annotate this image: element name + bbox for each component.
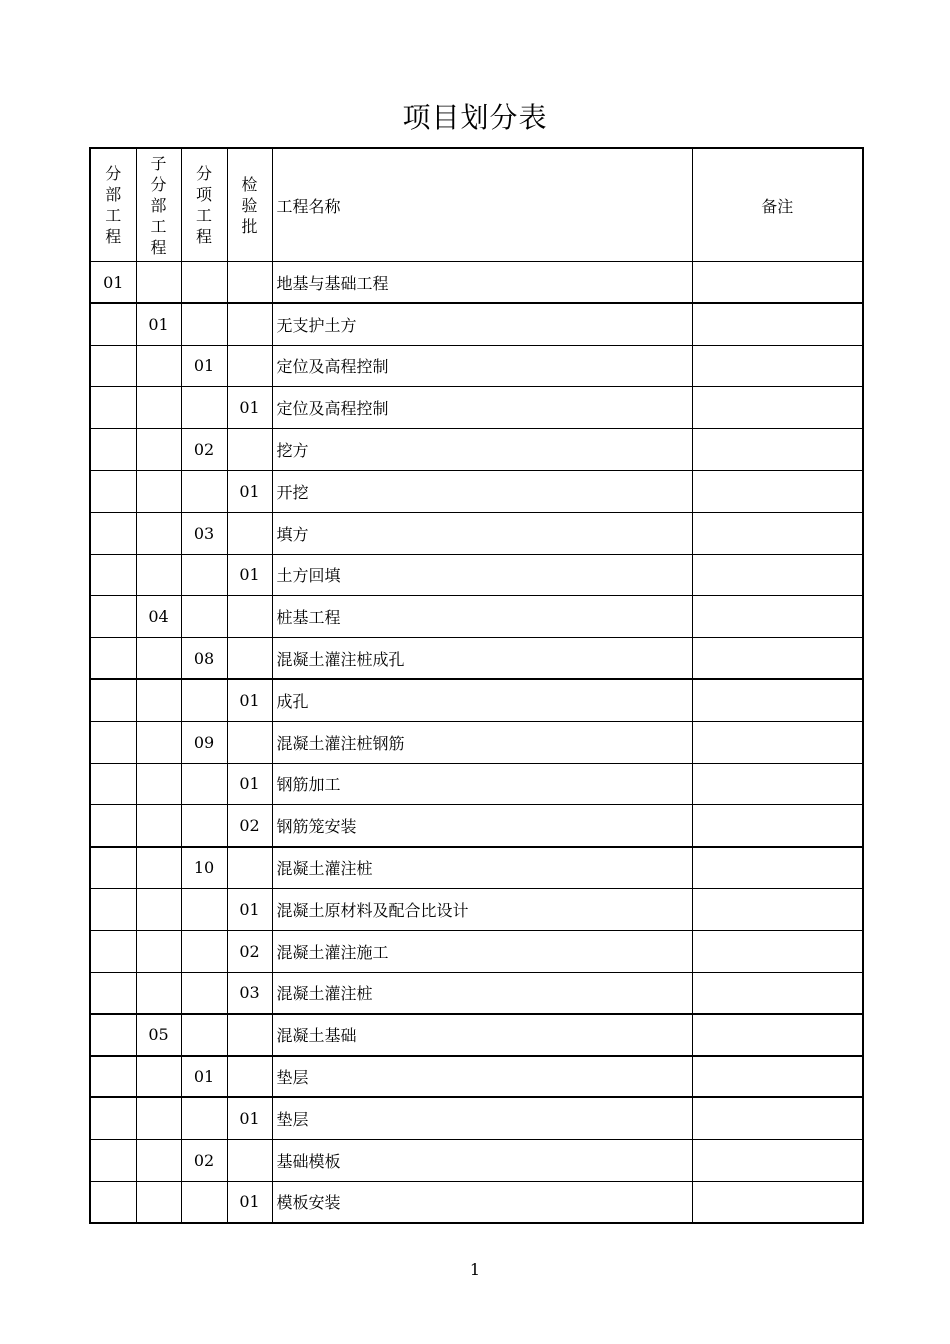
subdivision-code-cell bbox=[136, 763, 181, 805]
project-name-cell: 混凝土灌注施工 bbox=[272, 930, 692, 972]
table-row bbox=[90, 638, 863, 680]
inspection-lot-code-cell: 01 bbox=[227, 387, 272, 429]
table-row bbox=[90, 930, 863, 972]
division-code-cell bbox=[90, 888, 136, 930]
remarks-cell bbox=[692, 596, 863, 638]
subitem-code-cell bbox=[181, 1014, 227, 1056]
table-row bbox=[90, 1056, 863, 1098]
subdivision-code-cell bbox=[136, 512, 181, 554]
project-name-cell: 无支护土方 bbox=[272, 303, 692, 345]
table-row bbox=[90, 1097, 863, 1139]
subitem-code-cell bbox=[181, 972, 227, 1014]
subdivision-code-cell bbox=[136, 930, 181, 972]
inspection-lot-code-cell bbox=[227, 512, 272, 554]
inspection-lot-code-cell bbox=[227, 262, 272, 304]
project-name-cell: 钢筋加工 bbox=[272, 763, 692, 805]
division-code-cell bbox=[90, 387, 136, 429]
division-code-cell bbox=[90, 554, 136, 596]
subitem-code-cell bbox=[181, 554, 227, 596]
division-code-cell bbox=[90, 303, 136, 345]
remarks-cell bbox=[692, 345, 863, 387]
remarks-cell bbox=[692, 1139, 863, 1181]
division-code-cell bbox=[90, 847, 136, 889]
project-name-cell: 钢筋笼安装 bbox=[272, 805, 692, 847]
project-name-cell: 模板安装 bbox=[272, 1181, 692, 1223]
subitem-code-cell bbox=[181, 888, 227, 930]
subdivision-code-cell bbox=[136, 1097, 181, 1139]
division-code-cell bbox=[90, 805, 136, 847]
division-code-cell bbox=[90, 763, 136, 805]
remarks-cell bbox=[692, 512, 863, 554]
header-subdivision-label: 子分部工程 bbox=[150, 153, 167, 257]
table-row bbox=[90, 554, 863, 596]
division-code-cell bbox=[90, 638, 136, 680]
subdivision-code-cell bbox=[136, 470, 181, 512]
subdivision-code-cell bbox=[136, 1139, 181, 1181]
remarks-cell bbox=[692, 930, 863, 972]
header-subdivision bbox=[136, 148, 181, 262]
subdivision-code-cell bbox=[136, 387, 181, 429]
header-division bbox=[90, 148, 136, 262]
inspection-lot-code-cell bbox=[227, 303, 272, 345]
remarks-cell bbox=[692, 888, 863, 930]
subitem-code-cell: 02 bbox=[181, 1139, 227, 1181]
header-inspection-lot bbox=[227, 148, 272, 262]
project-name-cell: 地基与基础工程 bbox=[272, 262, 692, 304]
project-name-cell: 开挖 bbox=[272, 470, 692, 512]
table-row bbox=[90, 303, 863, 345]
division-code-cell: 01 bbox=[90, 262, 136, 304]
remarks-cell bbox=[692, 303, 863, 345]
division-code-cell bbox=[90, 1014, 136, 1056]
subitem-code-cell: 02 bbox=[181, 429, 227, 471]
subitem-code-cell bbox=[181, 1097, 227, 1139]
header-project-name: 工程名称 bbox=[272, 148, 692, 262]
division-code-cell bbox=[90, 1097, 136, 1139]
inspection-lot-code-cell: 02 bbox=[227, 805, 272, 847]
table-row bbox=[90, 1014, 863, 1056]
subdivision-code-cell bbox=[136, 679, 181, 721]
table-row bbox=[90, 972, 863, 1014]
inspection-lot-code-cell: 02 bbox=[227, 930, 272, 972]
remarks-cell bbox=[692, 1056, 863, 1098]
division-code-cell bbox=[90, 1056, 136, 1098]
subdivision-code-cell bbox=[136, 638, 181, 680]
table-row bbox=[90, 512, 863, 554]
inspection-lot-code-cell bbox=[227, 596, 272, 638]
table-body bbox=[90, 262, 863, 1223]
subdivision-code-cell: 01 bbox=[136, 303, 181, 345]
table-row bbox=[90, 429, 863, 471]
inspection-lot-code-cell: 01 bbox=[227, 888, 272, 930]
table-row bbox=[90, 345, 863, 387]
table-row bbox=[90, 262, 863, 304]
inspection-lot-code-cell bbox=[227, 847, 272, 889]
remarks-cell bbox=[692, 554, 863, 596]
inspection-lot-code-cell: 03 bbox=[227, 972, 272, 1014]
inspection-lot-code-cell bbox=[227, 721, 272, 763]
subitem-code-cell bbox=[181, 805, 227, 847]
table-row bbox=[90, 387, 863, 429]
table-row bbox=[90, 763, 863, 805]
subdivision-code-cell: 04 bbox=[136, 596, 181, 638]
subitem-code-cell bbox=[181, 930, 227, 972]
project-name-cell: 垫层 bbox=[272, 1056, 692, 1098]
project-name-cell: 混凝土灌注桩成孔 bbox=[272, 638, 692, 680]
page-title: 项目划分表 bbox=[402, 101, 548, 134]
table-row bbox=[90, 847, 863, 889]
subdivision-code-cell bbox=[136, 847, 181, 889]
remarks-cell bbox=[692, 1097, 863, 1139]
inspection-lot-code-cell bbox=[227, 1014, 272, 1056]
remarks-cell bbox=[692, 847, 863, 889]
project-name-cell: 桩基工程 bbox=[272, 596, 692, 638]
header-subitem bbox=[181, 148, 227, 262]
division-code-cell bbox=[90, 345, 136, 387]
table-row bbox=[90, 888, 863, 930]
subitem-code-cell bbox=[181, 303, 227, 345]
division-code-cell bbox=[90, 596, 136, 638]
project-division-table bbox=[89, 147, 864, 1224]
project-name-cell: 混凝土原材料及配合比设计 bbox=[272, 888, 692, 930]
remarks-cell bbox=[692, 1181, 863, 1223]
header-inspection-lot-label: 检验批 bbox=[241, 174, 258, 236]
table-row bbox=[90, 596, 863, 638]
remarks-cell bbox=[692, 387, 863, 429]
subdivision-code-cell bbox=[136, 888, 181, 930]
division-code-cell bbox=[90, 470, 136, 512]
page-number: 1 bbox=[469, 1260, 481, 1279]
remarks-cell bbox=[692, 429, 863, 471]
subdivision-code-cell: 05 bbox=[136, 1014, 181, 1056]
subitem-code-cell bbox=[181, 596, 227, 638]
subitem-code-cell: 01 bbox=[181, 345, 227, 387]
subdivision-code-cell bbox=[136, 554, 181, 596]
inspection-lot-code-cell bbox=[227, 1139, 272, 1181]
project-name-cell: 混凝土灌注桩钢筋 bbox=[272, 721, 692, 763]
division-code-cell bbox=[90, 721, 136, 763]
subitem-code-cell: 01 bbox=[181, 1056, 227, 1098]
subitem-code-cell: 08 bbox=[181, 638, 227, 680]
inspection-lot-code-cell bbox=[227, 638, 272, 680]
header-division-label: 分部工程 bbox=[105, 164, 122, 246]
table-row bbox=[90, 805, 863, 847]
table-row bbox=[90, 470, 863, 512]
remarks-cell bbox=[692, 805, 863, 847]
project-name-cell: 混凝土灌注桩 bbox=[272, 847, 692, 889]
table-row bbox=[90, 721, 863, 763]
project-name-cell: 垫层 bbox=[272, 1097, 692, 1139]
project-name-cell: 基础模板 bbox=[272, 1139, 692, 1181]
remarks-cell bbox=[692, 679, 863, 721]
remarks-cell bbox=[692, 721, 863, 763]
subitem-code-cell bbox=[181, 262, 227, 304]
subitem-code-cell bbox=[181, 1181, 227, 1223]
subdivision-code-cell bbox=[136, 1181, 181, 1223]
project-name-cell: 定位及高程控制 bbox=[272, 387, 692, 429]
subdivision-code-cell bbox=[136, 429, 181, 471]
table-row bbox=[90, 1181, 863, 1223]
inspection-lot-code-cell bbox=[227, 345, 272, 387]
division-code-cell bbox=[90, 1139, 136, 1181]
table-row bbox=[90, 679, 863, 721]
division-code-cell bbox=[90, 429, 136, 471]
division-code-cell bbox=[90, 679, 136, 721]
subdivision-code-cell bbox=[136, 262, 181, 304]
inspection-lot-code-cell bbox=[227, 1056, 272, 1098]
division-code-cell bbox=[90, 1181, 136, 1223]
header-subitem-label: 分项工程 bbox=[195, 164, 212, 246]
subitem-code-cell bbox=[181, 387, 227, 429]
inspection-lot-code-cell: 01 bbox=[227, 470, 272, 512]
subitem-code-cell: 09 bbox=[181, 721, 227, 763]
division-code-cell bbox=[90, 972, 136, 1014]
inspection-lot-code-cell: 01 bbox=[227, 1097, 272, 1139]
subdivision-code-cell bbox=[136, 721, 181, 763]
division-code-cell bbox=[90, 512, 136, 554]
subdivision-code-cell bbox=[136, 345, 181, 387]
inspection-lot-code-cell: 01 bbox=[227, 1181, 272, 1223]
subitem-code-cell bbox=[181, 679, 227, 721]
subitem-code-cell: 10 bbox=[181, 847, 227, 889]
subdivision-code-cell bbox=[136, 805, 181, 847]
inspection-lot-code-cell: 01 bbox=[227, 679, 272, 721]
project-name-cell: 混凝土基础 bbox=[272, 1014, 692, 1056]
remarks-cell bbox=[692, 1014, 863, 1056]
project-name-cell: 土方回填 bbox=[272, 554, 692, 596]
table-header-row bbox=[90, 148, 863, 262]
project-name-cell: 填方 bbox=[272, 512, 692, 554]
subdivision-code-cell bbox=[136, 1056, 181, 1098]
table-row bbox=[90, 1139, 863, 1181]
subitem-code-cell: 03 bbox=[181, 512, 227, 554]
project-name-cell: 挖方 bbox=[272, 429, 692, 471]
remarks-cell bbox=[692, 638, 863, 680]
project-name-cell: 混凝土灌注桩 bbox=[272, 972, 692, 1014]
header-remarks: 备注 bbox=[692, 148, 863, 262]
subitem-code-cell bbox=[181, 763, 227, 805]
remarks-cell bbox=[692, 262, 863, 304]
remarks-cell bbox=[692, 972, 863, 1014]
inspection-lot-code-cell bbox=[227, 429, 272, 471]
subitem-code-cell bbox=[181, 470, 227, 512]
inspection-lot-code-cell: 01 bbox=[227, 763, 272, 805]
subdivision-code-cell bbox=[136, 972, 181, 1014]
inspection-lot-code-cell: 01 bbox=[227, 554, 272, 596]
remarks-cell bbox=[692, 470, 863, 512]
remarks-cell bbox=[692, 763, 863, 805]
project-name-cell: 成孔 bbox=[272, 679, 692, 721]
division-code-cell bbox=[90, 930, 136, 972]
project-name-cell: 定位及高程控制 bbox=[272, 345, 692, 387]
